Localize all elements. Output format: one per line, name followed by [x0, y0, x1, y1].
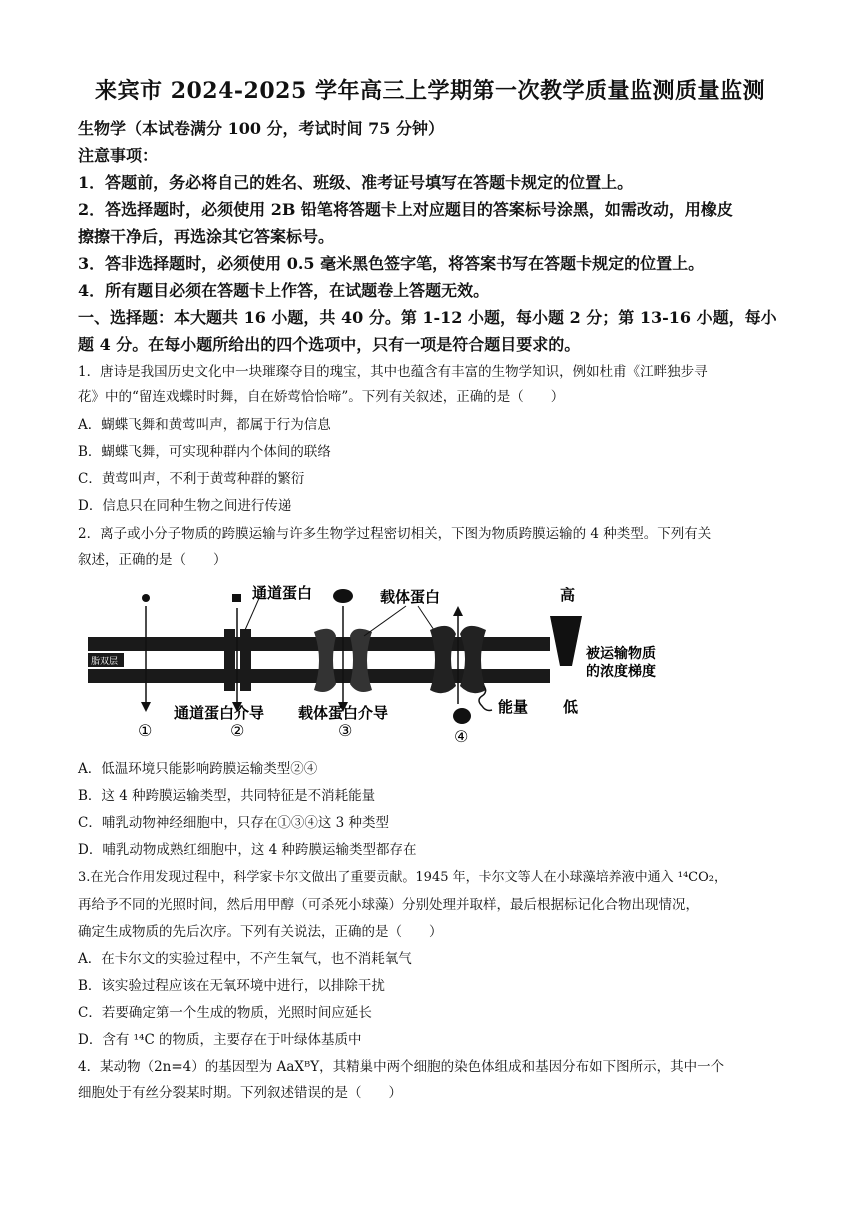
q3-stem: 再给予不同的光照时间，然后用甲醇（可杀死小球藻）分别处理并取样，最后根据标记化合物出现情况，: [78, 897, 699, 913]
q1-option-d: D．信息只在同种生物之间进行传递: [78, 498, 292, 514]
solute-square: [232, 594, 241, 602]
channel-wall-right: [240, 629, 251, 691]
channel-mediated-label: 通道蛋白介导: [174, 704, 265, 722]
type-3-number: ③: [338, 721, 353, 740]
q2-option-d: D．哺乳动物成熟红细胞中，这 4 种跨膜运输类型都存在: [78, 842, 417, 858]
section-heading: 题 4 分。在每小题所给出的四个选项中，只有一项是符合题目要求的。: [78, 335, 581, 354]
q4-stem: 细胞处于有丝分裂某时期。下列叙述错误的是（ ）: [78, 1085, 402, 1101]
q3-option-b: B．该实验过程应该在无氧环境中进行，以排除干扰: [78, 978, 385, 994]
q2-option-c: C．哺乳动物神经细胞中，只存在①③④这 3 种类型: [78, 815, 390, 831]
section-heading: 一、选择题：本大题共 16 小题，共 40 分。第 1-12 小题，每小题 2 分；第 13-16 小题，每小: [78, 308, 777, 327]
q1-option-a: A．蝴蝶飞舞和黄莺叫声，都属于行为信息: [78, 417, 331, 433]
notice-heading: 注意事项：: [78, 146, 159, 165]
membrane-transport-figure: [88, 574, 688, 750]
type-4-number: ④: [454, 727, 469, 746]
subject-line: 生物学（本试卷满分 100 分，考试时间 75 分钟）: [78, 119, 444, 138]
type-2-number: ②: [230, 721, 245, 740]
notice-item: 擦擦干净后，再选涂其它答案标号。: [78, 227, 335, 246]
notice-item: 4．所有题目必须在答题卡上作答，在试题卷上答题无效。: [78, 281, 490, 300]
q2-stem: 叙述，正确的是（ ）: [78, 552, 227, 568]
q3-option-a: A．在卡尔文的实验过程中，不产生氧气，也不消耗氧气: [78, 951, 412, 967]
q2-option-b: B．这 4 种跨膜运输类型，共同特征是不消耗能量: [78, 788, 376, 804]
exam-title: 来宾市 2024-2025 学年高三上学期第一次教学质量监测质量监测: [95, 78, 765, 104]
gradient-label-2: 的浓度梯度: [586, 664, 656, 680]
q1-option-b: B．蝴蝶飞舞，可实现种群内个体间的联络: [78, 444, 331, 460]
gradient-label: 被运输物质: [586, 646, 656, 662]
type-1-number: ①: [138, 721, 153, 740]
q4-stem: 4．某动物（2n=4）的基因型为 AaXᴮY，其精巢中两个细胞的染色体组成和基因分布如下图所示，其中一个: [78, 1059, 725, 1075]
q1-option-c: C．黄莺叫声，不利于黄莺种群的繁衍: [78, 471, 305, 487]
lipid-bilayer-label: 脂双层: [91, 657, 119, 667]
q2-option-a: A．低温环境只能影响跨膜运输类型②④: [78, 761, 318, 777]
solute-dot-1: [142, 594, 150, 602]
solute-blob: [453, 708, 471, 724]
q3-option-c: C．若要确定第一个生成的物质，光照时间应延长: [78, 1005, 372, 1021]
gradient-high-label: 高: [560, 586, 576, 604]
gradient-wedge: [550, 616, 582, 666]
q3-stem: 确定生成物质的先后次序。下列有关说法，正确的是（ ）: [78, 924, 443, 940]
q2-stem: 2．离子或小分子物质的跨膜运输与许多生物学过程密切相关，下图为物质跨膜运输的 4 种类型。下列有关: [78, 526, 712, 542]
notice-item: 2．答选择题时，必须使用 2B 铅笔将答题卡上对应题目的答案标号涂黑，如需改动，用橡皮: [78, 200, 733, 219]
q1-stem: 1．唐诗是我国历史文化中一块璀璨夺目的瑰宝，其中也蕴含有丰富的生物学知识，例如杜甫《江畔独步寻: [78, 364, 708, 380]
q3-stem: 3.在光合作用发现过程中，科学家卡尔文做出了重要贡献。1945 年，卡尔文等人在小球藻培养液中通入 ¹⁴CO₂，: [78, 870, 727, 885]
channel-wall-left: [224, 629, 235, 691]
energy-label: 能量: [498, 698, 529, 716]
notice-item: 3．答非选择题时，必须使用 0.5 毫米黑色签字笔，将答案书写在答题卡规定的位置上。: [78, 254, 705, 273]
notice-item: 1．答题前，务必将自己的姓名、班级、准考证号填写在答题卡规定的位置上。: [78, 173, 634, 192]
carrier-protein-label: 载体蛋白: [380, 588, 441, 606]
gradient-low-label: 低: [563, 698, 579, 716]
q1-stem: 花》中的“留连戏蝶时时舞，自在娇莺恰恰啼”。下列有关叙述，正确的是（ ）: [78, 389, 565, 405]
solute-oval: [333, 589, 353, 603]
carrier-mediated-label: 载体蛋白介导: [298, 704, 389, 722]
q3-option-d: D．含有 ¹⁴C 的物质，主要存在于叶绿体基质中: [78, 1032, 362, 1048]
channel-protein-label: 通道蛋白: [252, 584, 313, 602]
